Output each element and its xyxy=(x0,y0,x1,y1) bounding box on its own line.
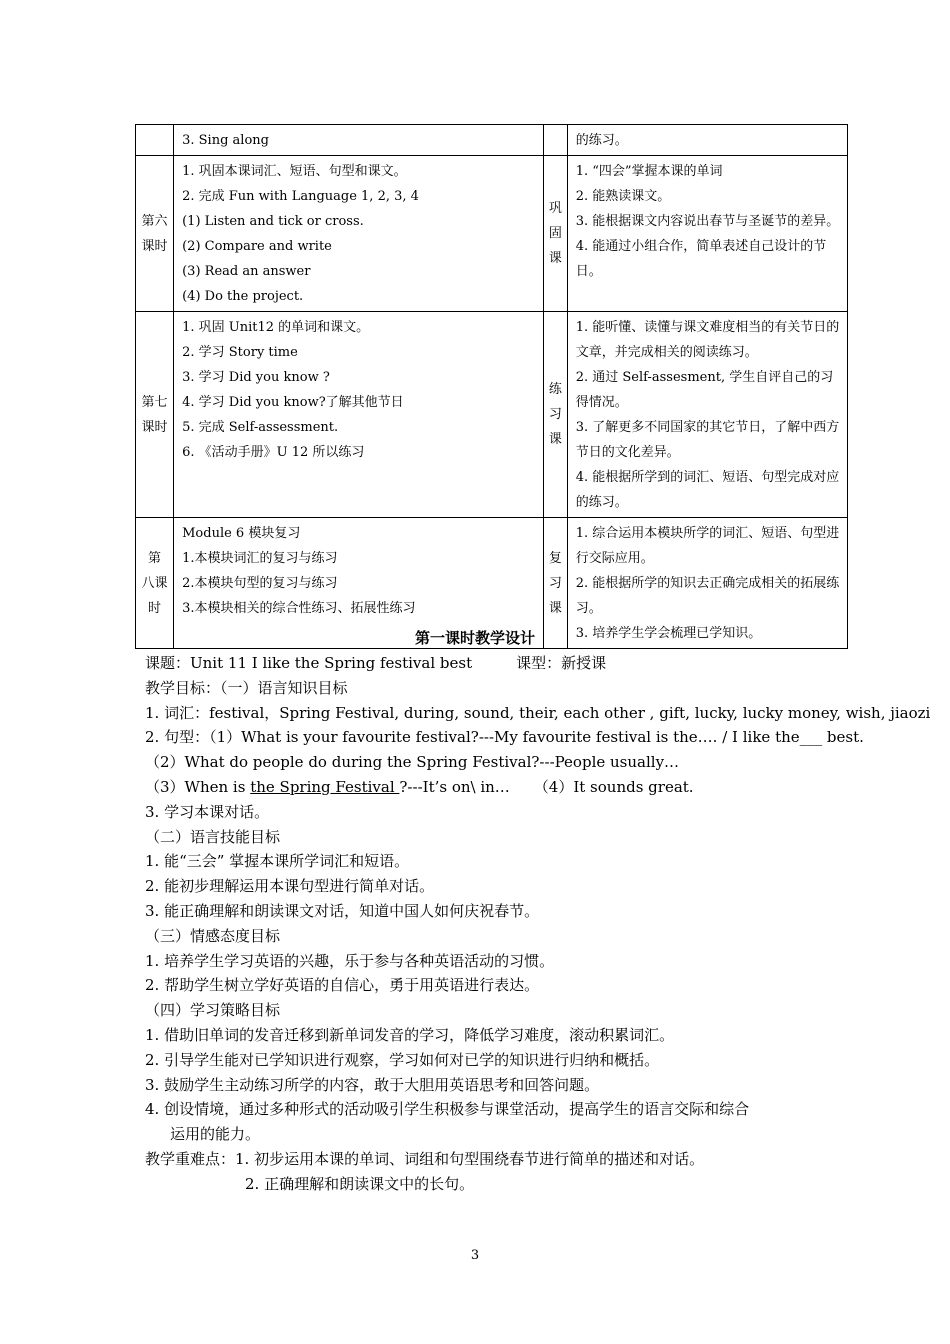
type-cell: 复习课 xyxy=(544,518,568,649)
table-row xyxy=(136,312,848,518)
table-row xyxy=(136,125,848,156)
text-line: 3. 鼓励学生主动练习所学的内容，敢于大胆用英语思考和回答问题。 xyxy=(145,1075,600,1094)
key-points-line: 教学重难点：1. 初步运用本课的单词、词组和句型围绕春节进行简单的描述和对话。 xyxy=(145,1149,705,1168)
text-line: 1. 能“三会” 掌握本课所学词汇和短语。 xyxy=(145,852,410,871)
goals-cell: 1. “四会”掌握本课的单词 2. 能熟读课文。 3. 能根据课文内容说出春节与圣诞节的差异。 4. 能通过小组合作，简单表述自己设计的节日。 xyxy=(567,156,847,312)
type-cell: 巩固课 xyxy=(544,156,568,312)
goals-cell: 1. 综合运用本模块所学的词汇、短语、句型进行交际应用。 2. 能根据所学的知识去正确完成相关的拓展练习。 3. 培养学生学会梳理已学知识。 xyxy=(567,518,847,649)
table-row xyxy=(136,156,848,312)
sentence-line: 2. 句型：（1）What is your favourite festival?---My favourite festival is the…. / I like the___ best. xyxy=(145,728,864,747)
text-line: 2. 引导学生能对已学知识进行观察，学习如何对已学的知识进行归纳和概括。 xyxy=(145,1050,660,1069)
subheading: （四）学习策略目标 xyxy=(145,1001,281,1020)
content-cell: 3. Sing along xyxy=(174,125,544,156)
sentence-line: （2）What do people do during the Spring Festival?---People usually… xyxy=(145,753,680,772)
objectives-heading: 教学目标：（一）语言知识目标 xyxy=(145,678,348,697)
vocabulary-line: 1. 词汇：festival，Spring Festival, during, sound, their, each other , gift, lucky, lucky money, wish, jiaozi xyxy=(145,703,931,722)
period-cell xyxy=(136,125,174,156)
text-line: 1. 培养学生学习英语的兴趣，乐于参与各种英语活动的习惯。 xyxy=(145,951,555,970)
key-points-line: 2. 正确理解和朗读课文中的长句。 xyxy=(245,1174,475,1193)
text-line: 1. 借助旧单词的发音迁移到新单词发音的学习，降低学习难度，滚动积累词汇。 xyxy=(145,1025,675,1044)
section-title: 第一课时教学设计 xyxy=(414,629,535,647)
subheading: （二）语言技能目标 xyxy=(145,827,281,846)
content-cell: 1. 巩固本课词汇、短语、句型和课文。 2. 完成 Fun with Language 1, 2, 3, 4 (1) Listen and tick or cross. (2) Compare and write (3) Read an answer (4) Do the project. xyxy=(174,156,544,312)
text-line: 2. 能初步理解运用本课句型进行简单对话。 xyxy=(145,877,435,896)
content-cell: 1. 巩固 Unit12 的单词和课文。 2. 学习 Story time 3. 学习 Did you know ? 4. 学习 Did you know?了解其他节日 5. 完成 Self-assessment. 6. 《活动手册》U 12 所以练习 xyxy=(174,312,544,518)
content-cell: Module 6 模块复习 1.本模块词汇的复习与练习 2.本模块句型的复习与练习 3.本模块相关的综合性练习、拓展性练习 xyxy=(174,518,544,649)
type-cell: 练习课 xyxy=(544,312,568,518)
lesson-design-body xyxy=(145,651,931,1197)
type-cell xyxy=(544,125,568,156)
goals-cell: 1. 能听懂、读懂与课文难度相当的有关节日的文章，并完成相关的阅读练习。 2. 通过 Self-assesment, 学生自评自己的习得情况。 3. 了解更多不同国家的其它节日，了解中西方节日的文化差异。 4. 能根据所学到的词汇、短语、句型完成对应的练习。 xyxy=(567,312,847,518)
period-cell: 第六课时 xyxy=(136,156,174,312)
period-cell: 第 八课时 xyxy=(136,518,174,649)
period-cell: 第七课时 xyxy=(136,312,174,518)
text-line: 运用的能力。 xyxy=(170,1125,261,1144)
text-line: 3. 能正确理解和朗读课文对话，知道中国人如何庆祝春节。 xyxy=(145,901,540,920)
topic-line: 课题：Unit 11 I like the Spring festival best 课型：新授课 xyxy=(145,654,607,672)
goals-cell: 的练习。 xyxy=(567,125,847,156)
text-line: 4. 创设情境，通过多种形式的活动吸引学生积极参与课堂活动，提高学生的语言交际和综合 xyxy=(145,1100,750,1119)
lesson-schedule-table xyxy=(135,124,848,649)
page-number: 3 xyxy=(470,1248,480,1263)
sentence-line: （3）When is the Spring Festival ?---It’s on\ in… （4）It sounds great. xyxy=(145,777,694,796)
text-line: 3. 学习本课对话。 xyxy=(145,802,270,821)
text-line: 2. 帮助学生树立学好英语的自信心，勇于用英语进行表达。 xyxy=(145,976,540,995)
subheading: （三）情感态度目标 xyxy=(145,926,281,945)
